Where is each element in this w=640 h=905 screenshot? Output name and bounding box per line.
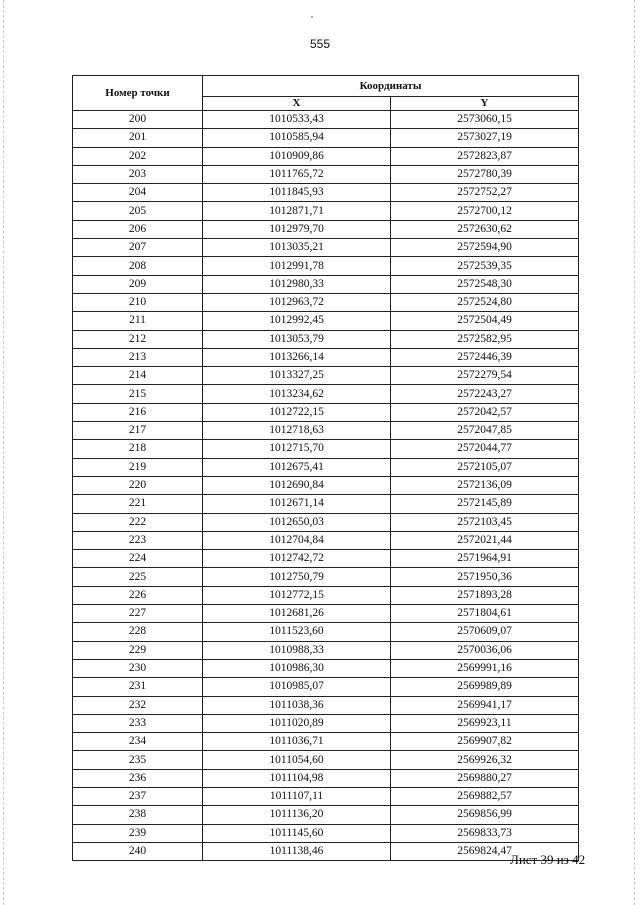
cell-y: 2572105,07 [391,458,579,476]
cell-point-number: 230 [73,659,203,677]
cell-point-number: 235 [73,751,203,769]
cell-y: 2571893,28 [391,586,579,604]
cell-y: 2572044,77 [391,440,579,458]
cell-x: 1011145,60 [203,824,391,842]
cell-x: 1012675,41 [203,458,391,476]
table-row [73,531,579,549]
cell-point-number: 232 [73,696,203,714]
table-row [73,751,579,769]
cell-x: 1012681,26 [203,605,391,623]
cell-x: 1010585,94 [203,129,391,147]
table-row [73,129,579,147]
cell-y: 2572136,09 [391,476,579,494]
table-row [73,806,579,824]
cell-y: 2572042,57 [391,403,579,421]
table-row [73,440,579,458]
table-row [73,623,579,641]
table-row [73,568,579,586]
cell-x: 1011020,89 [203,714,391,732]
cell-point-number: 202 [73,147,203,165]
cell-x: 1013234,62 [203,385,391,403]
table-row [73,312,579,330]
cell-point-number: 239 [73,824,203,842]
cell-x: 1010986,30 [203,659,391,677]
table-row [73,769,579,787]
cell-y: 2572630,62 [391,220,579,238]
cell-y: 2569833,73 [391,824,579,842]
cell-x: 1012750,79 [203,568,391,586]
cell-point-number: 233 [73,714,203,732]
table-row [73,586,579,604]
cell-y: 2572504,49 [391,312,579,330]
cell-x: 1011523,60 [203,623,391,641]
cell-y: 2570609,07 [391,623,579,641]
cell-y: 2569880,27 [391,769,579,787]
cell-x: 1012690,84 [203,476,391,494]
cell-point-number: 231 [73,678,203,696]
header-point-number: Номер точки [73,76,203,111]
header-coordinates: Координаты [203,76,579,97]
table-row [73,458,579,476]
cell-x: 1012715,70 [203,440,391,458]
table-row [73,184,579,202]
cell-point-number: 223 [73,531,203,549]
cell-y: 2569824,47 [391,842,579,860]
cell-y: 2572752,27 [391,184,579,202]
cell-x: 1013327,25 [203,367,391,385]
left-edge-mark [3,0,5,905]
cell-y: 2572047,85 [391,422,579,440]
cell-point-number: 211 [73,312,203,330]
cell-x: 1010985,07 [203,678,391,696]
cell-point-number: 225 [73,568,203,586]
cell-y: 2571964,91 [391,550,579,568]
cell-x: 1010533,43 [203,111,391,129]
table-row [73,842,579,860]
cell-y: 2572243,27 [391,385,579,403]
table-row [73,385,579,403]
table-row [73,733,579,751]
page-number: 555 [309,37,331,51]
cell-point-number: 224 [73,550,203,568]
cell-x: 1012671,14 [203,495,391,513]
cell-point-number: 220 [73,476,203,494]
cell-point-number: 204 [73,184,203,202]
cell-y: 2572823,87 [391,147,579,165]
table-row [73,476,579,494]
table-row [73,824,579,842]
cell-y: 2572582,95 [391,330,579,348]
cell-point-number: 209 [73,275,203,293]
cell-x: 1013053,79 [203,330,391,348]
cell-x: 1010988,33 [203,641,391,659]
table-row [73,330,579,348]
cell-x: 1012963,72 [203,293,391,311]
cell-point-number: 236 [73,769,203,787]
cell-point-number: 207 [73,239,203,257]
table-row [73,678,579,696]
cell-y: 2569882,57 [391,787,579,805]
table-row [73,220,579,238]
cell-x: 1012722,15 [203,403,391,421]
table-row [73,787,579,805]
table-row [73,348,579,366]
cell-y: 2572548,30 [391,275,579,293]
cell-x: 1012992,45 [203,312,391,330]
right-edge-mark [634,0,636,905]
cell-y: 2572446,39 [391,348,579,366]
cell-x: 1012980,33 [203,275,391,293]
cell-point-number: 215 [73,385,203,403]
table-row [73,202,579,220]
cell-point-number: 212 [73,330,203,348]
table-row [73,714,579,732]
cell-point-number: 219 [73,458,203,476]
cell-y: 2569856,99 [391,806,579,824]
cell-x: 1012718,63 [203,422,391,440]
cell-y: 2572700,12 [391,202,579,220]
cell-x: 1013035,21 [203,239,391,257]
cell-point-number: 203 [73,165,203,183]
cell-x: 1012742,72 [203,550,391,568]
table-body [73,111,579,861]
cell-y: 2571950,36 [391,568,579,586]
table-row [73,495,579,513]
cell-y: 2572103,45 [391,513,579,531]
header-x: X [203,97,391,111]
cell-point-number: 221 [73,495,203,513]
cell-point-number: 227 [73,605,203,623]
cell-y: 2569907,82 [391,733,579,751]
cell-point-number: 238 [73,806,203,824]
cell-point-number: 208 [73,257,203,275]
cell-x: 1011138,46 [203,842,391,860]
cell-point-number: 229 [73,641,203,659]
table-row [73,293,579,311]
cell-y: 2572539,35 [391,257,579,275]
cell-y: 2572145,89 [391,495,579,513]
cell-x: 1012650,03 [203,513,391,531]
table-row [73,550,579,568]
sheet-footer: Лист 39 из 42 [510,852,586,867]
cell-y: 2573060,15 [391,111,579,129]
cell-x: 1011136,20 [203,806,391,824]
coordinates-table [72,75,579,861]
cell-point-number: 226 [73,586,203,604]
cell-y: 2572524,80 [391,293,579,311]
cell-x: 1012991,78 [203,257,391,275]
table-row [73,239,579,257]
cell-point-number: 213 [73,348,203,366]
table-row [73,147,579,165]
cell-point-number: 206 [73,220,203,238]
cell-point-number: 210 [73,293,203,311]
cell-x: 1012704,84 [203,531,391,549]
header-y: Y [391,97,579,111]
table-row [73,659,579,677]
cell-y: 2571804,61 [391,605,579,623]
cell-y: 2573027,19 [391,129,579,147]
table-row [73,605,579,623]
table-row [73,403,579,421]
cell-point-number: 200 [73,111,203,129]
cell-y: 2572279,54 [391,367,579,385]
cell-y: 2572594,90 [391,239,579,257]
cell-y: 2569989,89 [391,678,579,696]
cell-x: 1012772,15 [203,586,391,604]
table-row [73,641,579,659]
scan-speck [311,16,313,18]
table-row [73,696,579,714]
cell-y: 2569941,17 [391,696,579,714]
cell-x: 1011765,72 [203,165,391,183]
cell-x: 1010909,86 [203,147,391,165]
cell-x: 1011038,36 [203,696,391,714]
cell-point-number: 234 [73,733,203,751]
cell-point-number: 228 [73,623,203,641]
cell-y: 2572021,44 [391,531,579,549]
table-row [73,275,579,293]
table-row [73,513,579,531]
cell-x: 1011036,71 [203,733,391,751]
cell-x: 1011054,60 [203,751,391,769]
cell-x: 1012871,71 [203,202,391,220]
cell-point-number: 237 [73,787,203,805]
cell-point-number: 217 [73,422,203,440]
table-row [73,257,579,275]
table-row [73,111,579,129]
cell-point-number: 218 [73,440,203,458]
cell-x: 1013266,14 [203,348,391,366]
cell-x: 1011104,98 [203,769,391,787]
cell-y: 2569926,32 [391,751,579,769]
cell-point-number: 216 [73,403,203,421]
cell-point-number: 222 [73,513,203,531]
table-row [73,165,579,183]
cell-y: 2569991,16 [391,659,579,677]
cell-point-number: 214 [73,367,203,385]
cell-y: 2572780,39 [391,165,579,183]
cell-x: 1011107,11 [203,787,391,805]
cell-x: 1011845,93 [203,184,391,202]
cell-x: 1012979,70 [203,220,391,238]
cell-y: 2570036,06 [391,641,579,659]
table-row [73,367,579,385]
cell-point-number: 240 [73,842,203,860]
cell-y: 2569923,11 [391,714,579,732]
cell-point-number: 205 [73,202,203,220]
cell-point-number: 201 [73,129,203,147]
table-row [73,422,579,440]
